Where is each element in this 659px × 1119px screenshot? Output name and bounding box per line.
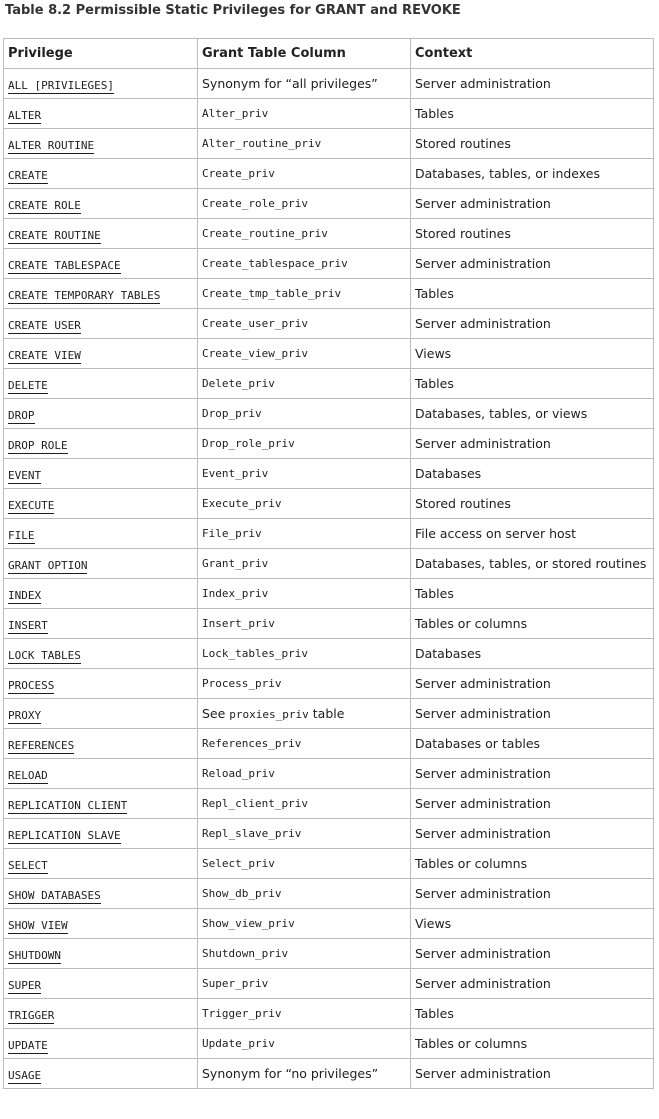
grant-column-name: Create_user_priv bbox=[202, 317, 308, 330]
context-cell: Stored routines bbox=[411, 129, 654, 159]
grant-column-name: Create_tablespace_priv bbox=[202, 257, 348, 270]
grant-column-cell bbox=[198, 279, 411, 309]
table-row bbox=[4, 999, 654, 1029]
grant-column-name: Drop_priv bbox=[202, 407, 262, 420]
table-row bbox=[4, 489, 654, 519]
privilege-cell bbox=[4, 759, 198, 789]
context-cell: File access on server host bbox=[411, 519, 654, 549]
context-cell: Server administration bbox=[411, 699, 654, 729]
privilege-link[interactable]: SHOW VIEW bbox=[8, 919, 68, 932]
grant-column-cell bbox=[198, 369, 411, 399]
grant-column-name: Grant_priv bbox=[202, 557, 269, 570]
privilege-cell bbox=[4, 849, 198, 879]
privilege-link[interactable]: REPLICATION SLAVE bbox=[8, 829, 121, 842]
grant-column-cell bbox=[198, 249, 411, 279]
header-row bbox=[4, 39, 654, 69]
table-row bbox=[4, 549, 654, 579]
context-cell: Server administration bbox=[411, 309, 654, 339]
context-cell: Tables or columns bbox=[411, 849, 654, 879]
table-row bbox=[4, 399, 654, 429]
privilege-link[interactable]: GRANT OPTION bbox=[8, 559, 88, 572]
privilege-link[interactable]: PROCESS bbox=[8, 679, 55, 692]
context-cell: Server administration bbox=[411, 939, 654, 969]
privilege-cell bbox=[4, 159, 198, 189]
table-row bbox=[4, 909, 654, 939]
grant-column-name: Event_priv bbox=[202, 467, 269, 480]
table-row bbox=[4, 1029, 654, 1059]
privilege-cell bbox=[4, 609, 198, 639]
table-row bbox=[4, 699, 654, 729]
privilege-cell bbox=[4, 909, 198, 939]
privilege-link[interactable]: SELECT bbox=[8, 859, 48, 872]
privilege-cell bbox=[4, 129, 198, 159]
table-row bbox=[4, 99, 654, 129]
context-cell: Server administration bbox=[411, 429, 654, 459]
privilege-cell bbox=[4, 69, 198, 99]
table-row bbox=[4, 609, 654, 639]
table-row bbox=[4, 429, 654, 459]
table-row bbox=[4, 279, 654, 309]
context-cell: Server administration bbox=[411, 819, 654, 849]
table-row bbox=[4, 729, 654, 759]
grant-column-cell bbox=[198, 1029, 411, 1059]
table-row bbox=[4, 69, 654, 99]
privilege-link[interactable]: SUPER bbox=[8, 979, 42, 992]
grant-column-name: proxies_priv bbox=[229, 708, 309, 721]
privilege-cell bbox=[4, 519, 198, 549]
table-row bbox=[4, 459, 654, 489]
grant-column-name: Create_role_priv bbox=[202, 197, 308, 210]
grant-column-cell bbox=[198, 189, 411, 219]
context-cell: Tables bbox=[411, 999, 654, 1029]
grant-column-cell bbox=[198, 789, 411, 819]
privilege-cell bbox=[4, 309, 198, 339]
context-cell: Views bbox=[411, 909, 654, 939]
context-cell: Server administration bbox=[411, 69, 654, 99]
grant-column-cell bbox=[198, 819, 411, 849]
privilege-link[interactable]: EXECUTE bbox=[8, 499, 55, 512]
table-row bbox=[4, 519, 654, 549]
privilege-link[interactable]: PROXY bbox=[8, 709, 42, 722]
grant-column-name: Process_priv bbox=[202, 677, 282, 690]
table-header bbox=[4, 39, 654, 69]
privilege-cell bbox=[4, 99, 198, 129]
privilege-cell bbox=[4, 1029, 198, 1059]
header-context: Context bbox=[411, 39, 654, 69]
table-row bbox=[4, 219, 654, 249]
privilege-link[interactable]: REFERENCES bbox=[8, 739, 75, 752]
table-row bbox=[4, 159, 654, 189]
grant-column-name: Show_view_priv bbox=[202, 917, 295, 930]
privilege-cell bbox=[4, 699, 198, 729]
context-cell: Tables bbox=[411, 99, 654, 129]
privilege-cell bbox=[4, 189, 198, 219]
privilege-cell bbox=[4, 669, 198, 699]
privilege-link[interactable]: TRIGGER bbox=[8, 1009, 55, 1022]
context-cell: Tables bbox=[411, 279, 654, 309]
grant-column-cell bbox=[198, 759, 411, 789]
grant-column-cell bbox=[198, 489, 411, 519]
grant-column-cell bbox=[198, 699, 411, 729]
table-caption: Table 8.2 Permissible Static Privileges for GRANT and REVOKE bbox=[5, 3, 461, 18]
privilege-link[interactable]: ALTER bbox=[8, 109, 42, 122]
privilege-link[interactable]: DROP bbox=[8, 409, 35, 422]
grant-column-cell bbox=[198, 69, 411, 99]
grant-column-cell bbox=[198, 549, 411, 579]
privilege-link[interactable]: DELETE bbox=[8, 379, 48, 392]
privilege-cell bbox=[4, 249, 198, 279]
context-cell: Server administration bbox=[411, 189, 654, 219]
grant-column-cell bbox=[198, 339, 411, 369]
grant-column-cell bbox=[198, 309, 411, 339]
grant-column-name: Drop_role_priv bbox=[202, 437, 295, 450]
context-cell: Databases, tables, or indexes bbox=[411, 159, 654, 189]
table-row bbox=[4, 939, 654, 969]
privilege-cell bbox=[4, 489, 198, 519]
grant-column-name: Alter_priv bbox=[202, 107, 269, 120]
grant-column-cell bbox=[198, 939, 411, 969]
table-row bbox=[4, 339, 654, 369]
grant-column-cell bbox=[198, 639, 411, 669]
context-cell: Server administration bbox=[411, 969, 654, 999]
table-row bbox=[4, 129, 654, 159]
grant-column-name: Repl_slave_priv bbox=[202, 827, 302, 840]
context-cell: Tables or columns bbox=[411, 609, 654, 639]
grant-column-cell bbox=[198, 159, 411, 189]
grant-column-name: Alter_routine_priv bbox=[202, 137, 322, 150]
context-cell: Views bbox=[411, 339, 654, 369]
grant-column-name: Reload_priv bbox=[202, 767, 275, 780]
table-row bbox=[4, 309, 654, 339]
privilege-cell bbox=[4, 879, 198, 909]
privilege-link[interactable]: CREATE USER bbox=[8, 319, 81, 332]
table-row bbox=[4, 1059, 654, 1089]
privilege-cell bbox=[4, 639, 198, 669]
grant-column-cell bbox=[198, 849, 411, 879]
privilege-cell bbox=[4, 819, 198, 849]
grant-column-note: Synonym for “all privileges” bbox=[202, 76, 378, 91]
privilege-cell bbox=[4, 729, 198, 759]
grant-column-name: Create_routine_priv bbox=[202, 227, 328, 240]
grant-column-prefix: See bbox=[202, 706, 230, 721]
grant-column-name: Show_db_priv bbox=[202, 887, 282, 900]
grant-column-name: Trigger_priv bbox=[202, 1007, 282, 1020]
context-cell: Tables or columns bbox=[411, 1029, 654, 1059]
table-row bbox=[4, 579, 654, 609]
grant-column-name: Select_priv bbox=[202, 857, 275, 870]
grant-column-cell bbox=[198, 99, 411, 129]
grant-column-name: File_priv bbox=[202, 527, 262, 540]
grant-column-cell bbox=[198, 609, 411, 639]
privilege-link[interactable]: EVENT bbox=[8, 469, 42, 482]
table-row bbox=[4, 849, 654, 879]
privilege-link[interactable]: CREATE TABLESPACE bbox=[8, 259, 121, 272]
grant-column-cell bbox=[198, 729, 411, 759]
grant-column-cell bbox=[198, 969, 411, 999]
context-cell: Databases, tables, or stored routines bbox=[411, 549, 654, 579]
grant-column-name: Delete_priv bbox=[202, 377, 275, 390]
privilege-link[interactable]: INSERT bbox=[8, 619, 48, 632]
privilege-link[interactable]: CREATE bbox=[8, 169, 48, 182]
table-row bbox=[4, 249, 654, 279]
grant-column-cell bbox=[198, 579, 411, 609]
privilege-cell bbox=[4, 999, 198, 1029]
context-cell: Stored routines bbox=[411, 219, 654, 249]
table-row bbox=[4, 759, 654, 789]
context-cell: Databases, tables, or views bbox=[411, 399, 654, 429]
privilege-cell bbox=[4, 789, 198, 819]
table-row bbox=[4, 639, 654, 669]
context-cell: Databases or tables bbox=[411, 729, 654, 759]
table-row bbox=[4, 879, 654, 909]
privilege-link[interactable]: CREATE ROLE bbox=[8, 199, 81, 212]
context-cell: Stored routines bbox=[411, 489, 654, 519]
grant-column-cell bbox=[198, 429, 411, 459]
privilege-link[interactable]: FILE bbox=[8, 529, 35, 542]
context-cell: Databases bbox=[411, 459, 654, 489]
privilege-cell bbox=[4, 219, 198, 249]
privilege-link[interactable]: DROP ROLE bbox=[8, 439, 68, 452]
table-row bbox=[4, 789, 654, 819]
privilege-cell bbox=[4, 369, 198, 399]
context-cell: Server administration bbox=[411, 669, 654, 699]
privilege-link[interactable]: RELOAD bbox=[8, 769, 48, 782]
privilege-cell bbox=[4, 939, 198, 969]
table-row bbox=[4, 669, 654, 699]
privilege-cell bbox=[4, 459, 198, 489]
grant-column-name: Update_priv bbox=[202, 1037, 275, 1050]
grant-column-note: Synonym for “no privileges” bbox=[202, 1066, 379, 1081]
context-cell: Databases bbox=[411, 639, 654, 669]
context-cell: Tables bbox=[411, 369, 654, 399]
grant-column-cell bbox=[198, 219, 411, 249]
grant-column-name: Create_priv bbox=[202, 167, 275, 180]
privilege-link[interactable]: SHUTDOWN bbox=[8, 949, 61, 962]
grant-column-note: table bbox=[308, 706, 345, 721]
privilege-link[interactable]: CREATE VIEW bbox=[8, 349, 81, 362]
privilege-link[interactable]: INDEX bbox=[8, 589, 42, 602]
context-cell: Server administration bbox=[411, 1059, 654, 1089]
grant-column-name: Super_priv bbox=[202, 977, 269, 990]
privilege-link[interactable]: ALL [PRIVILEGES] bbox=[8, 79, 114, 92]
context-cell: Server administration bbox=[411, 789, 654, 819]
table-row bbox=[4, 819, 654, 849]
privilege-link[interactable]: CREATE TEMPORARY TABLES bbox=[8, 289, 161, 302]
privilege-cell bbox=[4, 549, 198, 579]
grant-column-cell bbox=[198, 999, 411, 1029]
grant-column-cell bbox=[198, 909, 411, 939]
privilege-link[interactable]: USAGE bbox=[8, 1069, 42, 1082]
context-cell: Server administration bbox=[411, 249, 654, 279]
privilege-cell bbox=[4, 399, 198, 429]
context-cell: Server administration bbox=[411, 879, 654, 909]
privilege-link[interactable]: CREATE ROUTINE bbox=[8, 229, 101, 242]
privilege-link[interactable]: ALTER ROUTINE bbox=[8, 139, 95, 152]
grant-column-cell bbox=[198, 879, 411, 909]
privilege-link[interactable]: LOCK TABLES bbox=[8, 649, 81, 662]
table-body bbox=[4, 69, 654, 1089]
privilege-cell bbox=[4, 339, 198, 369]
grant-column-cell bbox=[198, 669, 411, 699]
privilege-link[interactable]: SHOW DATABASES bbox=[8, 889, 101, 902]
grant-column-cell bbox=[198, 519, 411, 549]
grant-column-cell bbox=[198, 129, 411, 159]
grant-column-name: Create_view_priv bbox=[202, 347, 308, 360]
grant-column-cell bbox=[198, 459, 411, 489]
grant-column-name: Repl_client_priv bbox=[202, 797, 308, 810]
privilege-cell bbox=[4, 579, 198, 609]
grant-column-name: Execute_priv bbox=[202, 497, 282, 510]
privilege-cell bbox=[4, 1059, 198, 1089]
header-grant-table-column: Grant Table Column bbox=[198, 39, 411, 69]
header-privilege: Privilege bbox=[4, 39, 198, 69]
context-cell: Server administration bbox=[411, 759, 654, 789]
grant-column-cell bbox=[198, 1059, 411, 1089]
privilege-link[interactable]: REPLICATION CLIENT bbox=[8, 799, 128, 812]
grant-column-name: Index_priv bbox=[202, 587, 269, 600]
context-cell: Tables bbox=[411, 579, 654, 609]
grant-column-name: Lock_tables_priv bbox=[202, 647, 308, 660]
privileges-table bbox=[3, 38, 654, 1089]
grant-column-name: Shutdown_priv bbox=[202, 947, 289, 960]
grant-column-name: References_priv bbox=[202, 737, 302, 750]
privilege-link[interactable]: UPDATE bbox=[8, 1039, 48, 1052]
privilege-cell bbox=[4, 969, 198, 999]
grant-column-name: Insert_priv bbox=[202, 617, 275, 630]
grant-column-cell bbox=[198, 399, 411, 429]
table-row bbox=[4, 369, 654, 399]
table-row bbox=[4, 969, 654, 999]
table-row bbox=[4, 189, 654, 219]
privilege-cell bbox=[4, 279, 198, 309]
grant-column-name: Create_tmp_table_priv bbox=[202, 287, 342, 300]
privilege-cell bbox=[4, 429, 198, 459]
